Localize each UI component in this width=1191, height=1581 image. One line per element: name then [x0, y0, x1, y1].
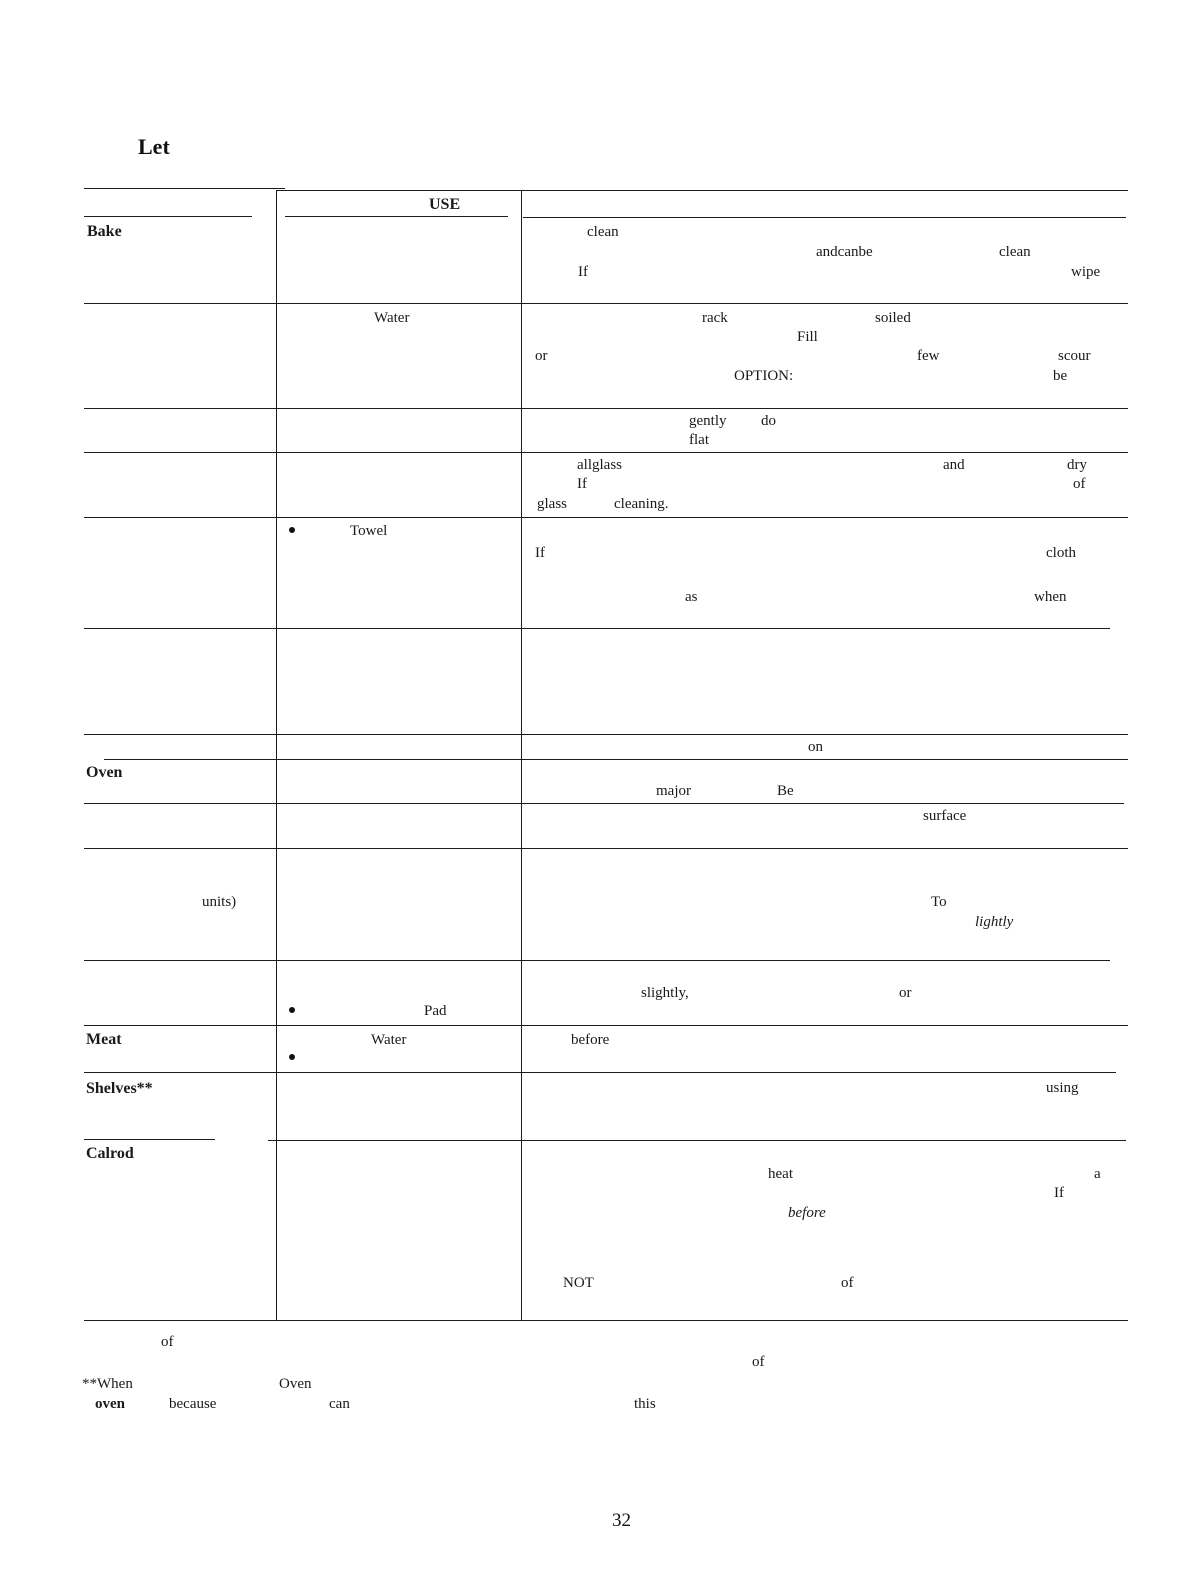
bullet-icon — [289, 1007, 295, 1013]
row-divider — [84, 517, 1128, 518]
page-number: 32 — [612, 1510, 631, 1531]
instruction-text: a — [1094, 1166, 1101, 1182]
instruction-text: gently — [689, 413, 727, 429]
instruction-text: If — [578, 264, 588, 280]
column-divider-1 — [276, 190, 277, 1321]
instruction-text: when — [1034, 589, 1067, 605]
instruction-text: do — [761, 413, 776, 429]
instruction-text: or — [535, 348, 548, 364]
instruction-text: lightly — [975, 914, 1014, 930]
category-oven: Oven — [86, 764, 123, 781]
instruction-text: cloth — [1046, 545, 1076, 561]
category-meat: Meat — [86, 1031, 122, 1048]
instruction-text: or — [899, 985, 912, 1001]
use-text: Water — [371, 1032, 407, 1048]
instruction-text: NOT — [563, 1275, 594, 1291]
instruction-text: glass — [537, 496, 567, 512]
footnote-text: this — [634, 1396, 656, 1412]
column-header-use: USE — [429, 196, 461, 213]
instruction-text: as — [685, 589, 698, 605]
header-underline-col1 — [84, 216, 252, 217]
instruction-text: andcanbe — [816, 244, 873, 260]
instruction-text: cleaning. — [614, 496, 669, 512]
category-bake: Bake — [87, 223, 122, 240]
instruction-text: slightly, — [641, 985, 689, 1001]
row-divider — [84, 848, 1128, 849]
instruction-text: clean — [999, 244, 1031, 260]
use-text: Towel — [350, 523, 388, 539]
table-bottom-rule — [84, 1320, 1128, 1321]
instruction-text: before — [788, 1205, 826, 1221]
page-title: Let — [138, 134, 170, 159]
category-shelves: Shelves** — [86, 1080, 153, 1097]
use-text: Pad — [424, 1003, 447, 1019]
instruction-text: Be — [777, 783, 794, 799]
row-divider — [84, 734, 1128, 735]
column-divider-2 — [521, 190, 522, 1321]
instruction-text: be — [1053, 368, 1068, 384]
footnote-text: **When — [82, 1376, 133, 1392]
instruction-text: before — [571, 1032, 610, 1048]
top-rule-right — [276, 190, 1128, 191]
instruction-text: If — [577, 476, 587, 492]
footnote-text: oven — [95, 1396, 125, 1412]
instruction-text: surface — [923, 808, 967, 824]
instruction-text: of — [841, 1275, 854, 1291]
instruction-text: scour — [1058, 348, 1091, 364]
row-divider — [84, 1072, 1116, 1073]
row-divider — [84, 803, 1124, 804]
instruction-text: on — [808, 739, 823, 755]
row-divider — [84, 408, 1128, 409]
footnote-text: of — [161, 1334, 174, 1350]
header-underline-col3 — [523, 217, 1126, 218]
instruction-text: dry — [1067, 457, 1087, 473]
footnote-text: of — [752, 1354, 765, 1370]
instruction-text: soiled — [875, 310, 911, 326]
instruction-text: Fill — [797, 329, 818, 345]
top-rule-left — [84, 188, 285, 189]
bullet-icon — [289, 1054, 295, 1060]
instruction-text: major — [656, 783, 691, 799]
instruction-text: To — [931, 894, 947, 910]
row-divider-col1 — [84, 1139, 215, 1140]
category-calrod: Calrod — [86, 1145, 134, 1162]
instruction-text: few — [917, 348, 940, 364]
footnote-text: can — [329, 1396, 350, 1412]
row-divider — [84, 960, 1110, 961]
footnote-text: Oven — [279, 1376, 312, 1392]
instruction-text: clean — [587, 224, 619, 240]
instruction-text: allglass — [577, 457, 622, 473]
row-divider — [104, 759, 1128, 760]
use-text: Water — [374, 310, 410, 326]
row-divider — [84, 452, 1128, 453]
row-divider — [84, 303, 1128, 304]
instruction-text: flat — [689, 432, 709, 448]
instruction-text: heat — [768, 1166, 793, 1182]
instruction-text: of — [1073, 476, 1086, 492]
row-divider — [268, 1140, 1126, 1141]
instruction-text: If — [1054, 1185, 1064, 1201]
instruction-text: using — [1046, 1080, 1079, 1096]
category-fragment-units: units) — [202, 894, 237, 910]
instruction-text: wipe — [1071, 264, 1101, 280]
row-divider — [84, 628, 1110, 629]
instruction-text: OPTION: — [734, 368, 794, 384]
header-underline-col2 — [285, 216, 508, 217]
instruction-text: and — [943, 457, 965, 473]
footnote-text: because — [169, 1396, 217, 1412]
row-divider — [84, 1025, 1128, 1026]
instruction-text: rack — [702, 310, 728, 326]
instruction-text: If — [535, 545, 545, 561]
bullet-icon — [289, 527, 295, 533]
